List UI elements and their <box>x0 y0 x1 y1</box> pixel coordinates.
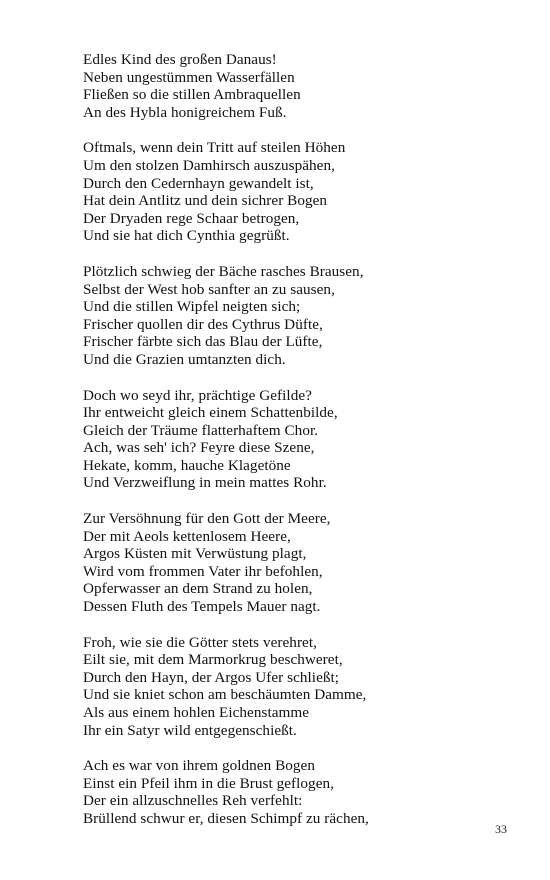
poem-text <box>83 51 503 846</box>
poem-line: Selbst der West hob sanfter an zu sausen, <box>83 280 335 298</box>
poem-line: Wird vom frommen Vater ihr befohlen, <box>83 562 323 580</box>
poem-line: Fließen so die stillen Ambraquellen <box>83 86 301 104</box>
stanza-4 <box>83 387 503 493</box>
poem-line: Durch den Cedernhayn gewandelt ist, <box>83 174 314 192</box>
poem-line: Ihr entweicht gleich einem Schattenbilde, <box>83 404 338 422</box>
poem-line: Zur Versöhnung für den Gott der Meere, <box>83 510 331 528</box>
poem-line: Und Verzweiflung in mein mattes Rohr. <box>83 474 327 492</box>
poem-line: Doch wo seyd ihr, prächtige Gefilde? <box>83 386 312 404</box>
poem-line: Plötzlich schwieg der Bäche rasches Brausen, <box>83 262 364 280</box>
poem-line: Brüllend schwur er, diesen Schimpf zu rächen, <box>83 809 369 827</box>
stanza-5 <box>83 510 503 616</box>
poem-line: Der Dryaden rege Schaar betrogen, <box>83 209 300 227</box>
poem-line: Ach es war von ihrem goldnen Bogen <box>83 757 315 775</box>
poem-line: Hekate, komm, hauche Klagetöne <box>83 456 291 474</box>
poem-line: Ach, was seh' ich? Feyre diese Szene, <box>83 439 315 457</box>
poem-line: Froh, wie sie die Götter stets verehret, <box>83 633 317 651</box>
poem-line: Der ein allzuschnelles Reh verfehlt: <box>83 792 303 810</box>
stanza-2 <box>83 139 503 245</box>
stanza-6 <box>83 634 503 740</box>
poem-line: Neben ungestümmen Wasserfällen <box>83 68 295 86</box>
stanza-1 <box>83 51 503 121</box>
poem-line: Und die Grazien umtanzten dich. <box>83 350 286 368</box>
poem-line: Dessen Fluth des Tempels Mauer nagt. <box>83 598 321 616</box>
poem-line: Als aus einem hohlen Eichenstamme <box>83 704 310 721</box>
stanza-7 <box>83 757 503 827</box>
poem-line: Opferwasser an dem Strand zu holen, <box>83 580 313 598</box>
poem-line: Und sie hat dich Cynthia gegrüßt. <box>83 227 290 245</box>
page-number: 33 <box>495 822 507 836</box>
poem-line: Argos Küsten mit Verwüstung plagt, <box>83 545 307 563</box>
poem-line: Eilt sie, mit dem Marmorkrug beschweret, <box>83 651 343 669</box>
poem-line: Durch den Hayn, der Argos Ufer schließt; <box>83 668 340 686</box>
poem-line: Ihr ein Satyr wild entgegenschießt. <box>83 721 297 739</box>
poem-line: Einst ein Pfeil ihm in die Brust geflogen, <box>83 774 334 792</box>
poem-line: Hat dein Antlitz und dein sichrer Bogen <box>83 192 328 210</box>
poem-line: Frischer färbte sich das Blau der Lüfte, <box>83 333 323 351</box>
poem-line: Und die stillen Wipfel neigten sich; <box>83 298 301 316</box>
poem-line: Gleich der Träume flatterhaftem Chor. <box>83 421 319 439</box>
poem-line: Der mit Aeols kettenlosem Heere, <box>83 527 291 545</box>
poem-line: Frischer quollen dir des Cythrus Düfte, <box>83 315 323 333</box>
stanza-3 <box>83 263 503 369</box>
poem-line: Edles Kind des großen Danaus! <box>83 51 277 68</box>
poem-line: Oftmals, wenn dein Tritt auf steilen Höhen <box>83 139 346 157</box>
poem-line: Um den stolzen Damhirsch auszuspähen, <box>83 156 335 174</box>
poem-line: An des Hybla honigreichem Fuß. <box>83 103 287 121</box>
poem-line: Und sie kniet schon am beschäumten Damme, <box>83 686 367 704</box>
